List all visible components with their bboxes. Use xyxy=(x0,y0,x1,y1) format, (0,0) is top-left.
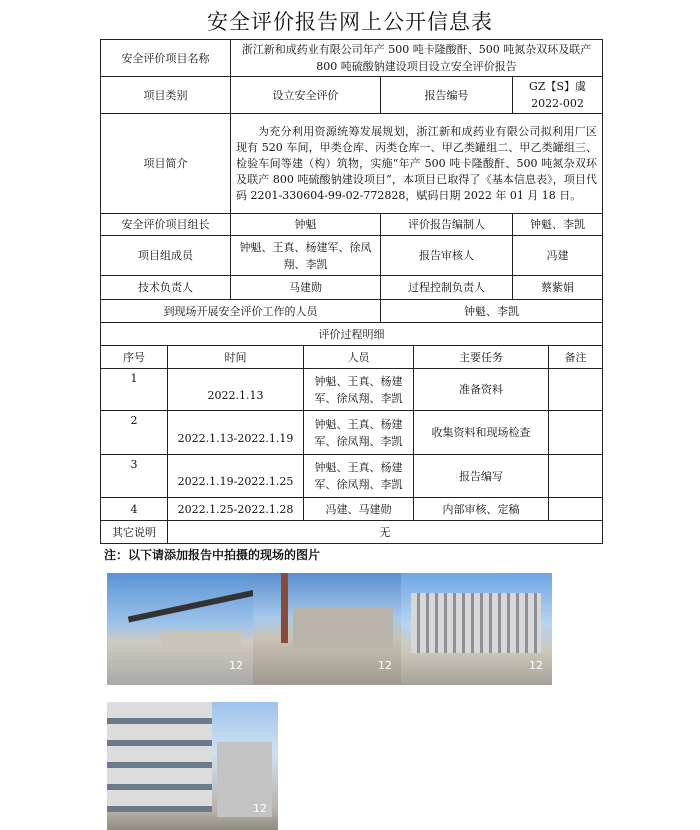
process-value: 蔡紫娟 xyxy=(513,276,603,300)
row-no: 1 xyxy=(101,369,168,411)
document-body xyxy=(100,39,602,830)
row-time: 2022.1.13 xyxy=(168,369,304,411)
row-time: 2022.1.13-2022.1.19 xyxy=(168,411,304,455)
row-task: 内部审核、定稿 xyxy=(414,498,549,521)
reviewer-label: 报告审核人 xyxy=(381,236,513,276)
page-title: 安全评价报告网上公开信息表 xyxy=(207,10,493,34)
tech-value: 马建勋 xyxy=(231,276,381,300)
members-label: 项目组成员 xyxy=(101,236,231,276)
photo-stamp: 12 xyxy=(529,659,543,672)
tech-label: 技术负责人 xyxy=(101,276,231,300)
photo-stamp: 12 xyxy=(378,659,392,672)
site-photo-2 xyxy=(253,573,401,685)
row-task: 准备资料 xyxy=(414,369,549,411)
row-task: 报告编写 xyxy=(414,455,549,498)
photo-row-1 xyxy=(100,573,602,685)
row-people: 冯建、马建勋 xyxy=(304,498,414,521)
name-label: 安全评价项目名称 xyxy=(101,40,231,77)
table-row xyxy=(101,411,603,455)
row-remark xyxy=(549,498,603,521)
process-table xyxy=(100,345,603,544)
header-people: 人员 xyxy=(304,346,414,369)
row-no: 2 xyxy=(101,411,168,455)
row-time: 2022.1.25-2022.1.28 xyxy=(168,498,304,521)
row-no: 4 xyxy=(101,498,168,521)
info-table xyxy=(100,39,603,346)
leader-value: 钟魁 xyxy=(231,214,381,236)
photo-row-2 xyxy=(100,702,602,830)
row-remark xyxy=(549,369,603,411)
author-label: 评价报告编制人 xyxy=(381,214,513,236)
photo-stamp: 12 xyxy=(253,802,267,815)
reviewer-value: 冯建 xyxy=(513,236,603,276)
header-remark: 备注 xyxy=(549,346,603,369)
header-no: 序号 xyxy=(101,346,168,369)
photo-note: 注：以下请添加报告中拍摄的现场的图片 xyxy=(104,548,321,562)
header-task: 主要任务 xyxy=(414,346,549,369)
detail-heading: 评价过程明细 xyxy=(101,323,603,346)
name-value: 浙江新和成药业有限公司年产 500 吨卡隆酸酐、500 吨氮杂双环及联产 800 吨硫酸钠建设项目设立安全评价报告 xyxy=(231,40,603,77)
row-task: 收集资料和现场检查 xyxy=(414,411,549,455)
intro-label: 项目简介 xyxy=(101,114,231,214)
site-photo-1 xyxy=(107,573,253,685)
category-value: 设立安全评价 xyxy=(231,77,381,114)
row-time: 2022.1.19-2022.1.25 xyxy=(168,455,304,498)
row-no: 3 xyxy=(101,455,168,498)
onsite-value: 钟魁、李凯 xyxy=(381,300,603,323)
category-label: 项目类别 xyxy=(101,77,231,114)
report-no-label: 报告编号 xyxy=(381,77,513,114)
other-value: 无 xyxy=(168,521,603,544)
onsite-label: 到现场开展安全评价工作的人员 xyxy=(101,300,381,323)
site-photo-3 xyxy=(401,573,552,685)
other-label: 其它说明 xyxy=(101,521,168,544)
header-time: 时间 xyxy=(168,346,304,369)
row-remark xyxy=(549,455,603,498)
process-label: 过程控制负责人 xyxy=(381,276,513,300)
row-people: 钟魁、王真、杨建军、徐凤翔、李凯 xyxy=(304,455,414,498)
table-row xyxy=(101,498,603,521)
row-people: 钟魁、王真、杨建军、徐凤翔、李凯 xyxy=(304,411,414,455)
author-value: 钟魁、李凯 xyxy=(513,214,603,236)
members-value: 钟魁、王真、杨建军、徐凤翔、李凯 xyxy=(231,236,381,276)
site-photo-4 xyxy=(107,702,278,830)
table-row xyxy=(101,455,603,498)
row-remark xyxy=(549,411,603,455)
photo-stamp: 12 xyxy=(229,659,243,672)
report-no-value: GZ【S】虞 2022-002 xyxy=(513,77,603,114)
intro-value: 为充分利用资源统筹发展规划，浙江新和成药业有限公司拟利用厂区现有 520 车间，甲类仓库、丙类仓库一、甲乙类罐组二、甲乙类罐组三、检验车间等建（构）筑物，实施“年产 500 吨卡隆酸酐、500 吨氮杂双环及联产 800 吨硫酸钠建设项目”，本项目已取得了《基本信息表》，项目代码 2201-330604-99-02-772828，赋码日期 2022 年 01 月 18 日。 xyxy=(231,114,603,214)
table-row xyxy=(101,369,603,411)
leader-label: 安全评价项目组长 xyxy=(101,214,231,236)
row-people: 钟魁、王真、杨建军、徐凤翔、李凯 xyxy=(304,369,414,411)
